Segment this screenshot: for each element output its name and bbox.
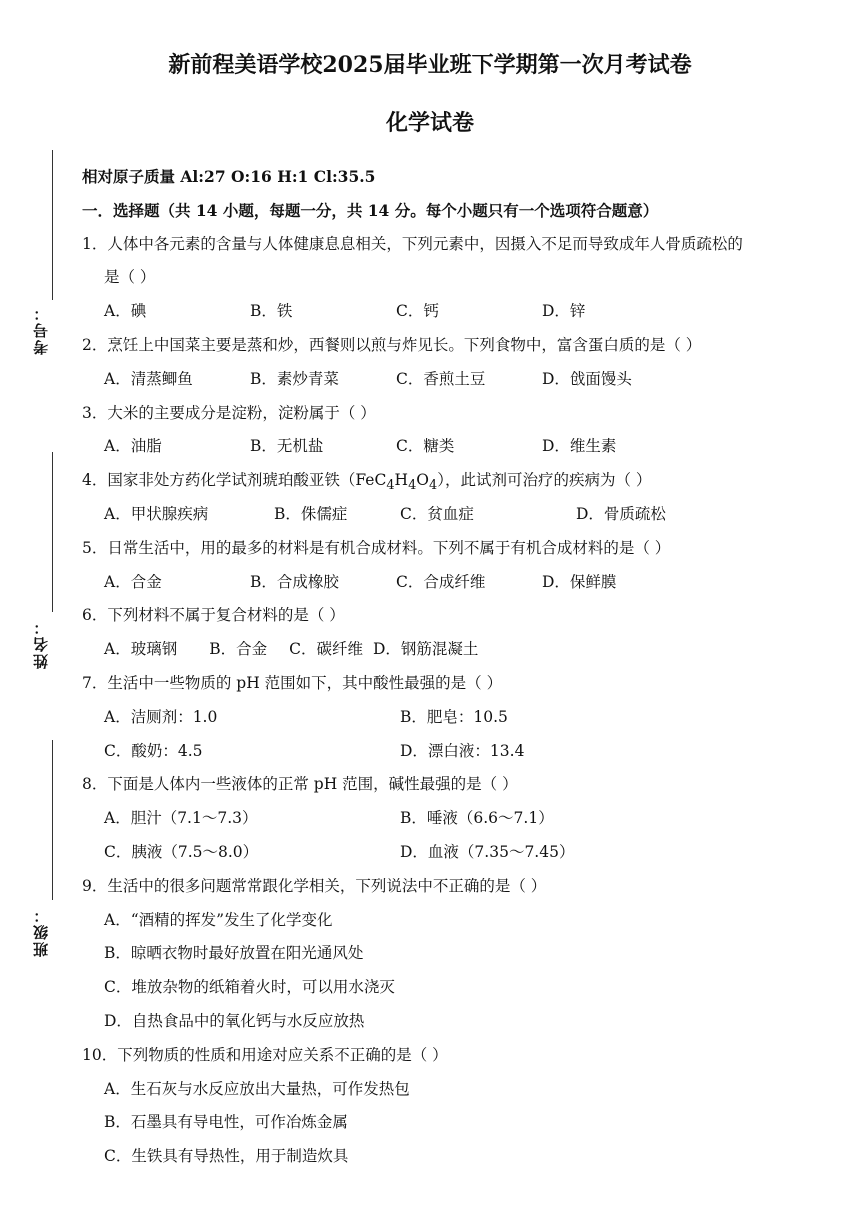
option-b[interactable]: B．无机盐 [250, 437, 324, 456]
option-b[interactable]: B．合成橡胶 [250, 572, 339, 591]
option-b[interactable]: B．石墨具有导电性，可作冶炼金属 [104, 1113, 348, 1132]
option-b[interactable]: B．侏儒症 [274, 504, 348, 523]
option-a[interactable]: A．胆汁（7.1～7.3） [104, 809, 258, 828]
option-row [82, 566, 832, 600]
exam-number-label: 考号： [32, 304, 50, 355]
option-row [82, 498, 832, 532]
section-heading: 一．选择题（共 14 小题，每题一分，共 14 分。每个小题只有一个选项符合题意） [82, 200, 659, 220]
option-b[interactable]: B．肥皂：10.5 [400, 707, 508, 726]
question-stem-continued: 是（ ） [104, 268, 156, 287]
option-c[interactable]: C．胰液（7.5～8.0） [104, 842, 259, 861]
option-c[interactable]: C．合成纤维 [396, 572, 486, 591]
option-row [82, 836, 832, 870]
option-c[interactable]: C．贫血症 [400, 504, 474, 523]
binding-margin [0, 0, 80, 1216]
option-a[interactable]: A．“酒精的挥发”发生了化学变化 [104, 910, 333, 929]
binding-line [52, 150, 53, 300]
option-d[interactable]: D．自热食品中的氧化钙与水反应放热 [104, 1011, 365, 1030]
option-c[interactable]: C．钙 [396, 302, 439, 321]
option-row [82, 701, 832, 735]
option-c[interactable]: C．糖类 [396, 437, 455, 456]
option-a[interactable]: A．玻璃钢 [104, 640, 178, 659]
name-label: 姓名： [32, 618, 50, 669]
option-d[interactable]: D．漂白液：13.4 [400, 741, 525, 760]
question-stem: 9．生活中的很多问题常常跟化学相关，下列说法中不正确的是（ ） [82, 876, 547, 895]
binding-line [52, 740, 53, 900]
question-stem: 8．下面是人体内一些液体的正常 pH 范围，碱性最强的是（ ） [82, 775, 518, 794]
atomic-masses: 相对原子质量 Al:27 O:16 H:1 Cl:35.5 [82, 167, 376, 186]
option-d[interactable]: D．钢筋混凝土 [372, 640, 479, 659]
question-list [82, 160, 832, 1174]
question-stem: 3．大米的主要成分是淀粉，淀粉属于（ ） [82, 403, 376, 422]
option-b[interactable]: B．唾液（6.6～7.1） [400, 809, 554, 828]
option-a[interactable]: A．清蒸鲫鱼 [104, 369, 193, 388]
question-stem: 4．国家非处方药化学试剂琥珀酸亚铁$(FeC_4H_4O_4)$，此试剂可治疗的疾病为（ ） [82, 471, 652, 494]
option-d[interactable]: D．血液（7.35～7.45） [400, 842, 575, 861]
option-d[interactable]: D．维生素 [542, 437, 617, 456]
option-a[interactable]: A．甲状腺疾病 [104, 504, 209, 523]
option-d[interactable]: D．戗面馒头 [542, 369, 632, 388]
option-a[interactable]: A．油脂 [104, 437, 162, 456]
option-row [82, 735, 832, 769]
option-d[interactable]: D．锌 [542, 302, 586, 321]
question-stem: 2．烹饪上中国菜主要是蒸和炒，西餐则以煎与炸见长。下列食物中，富含蛋白质的是（ ） [82, 335, 702, 354]
option-b[interactable]: B．铁 [250, 302, 293, 321]
option-b[interactable]: B．素炒青菜 [250, 369, 339, 388]
question-stem: 5．日常生活中，用的最多的材料是有机合成材料。下列不属于有机合成材料的是（ ） [82, 538, 671, 557]
binding-line [52, 452, 53, 612]
exam-subtitle: 化学试卷 [385, 110, 474, 136]
question-stem: 7．生活中一些物质的 pH 范围如下，其中酸性最强的是（ ） [82, 673, 503, 692]
option-row [82, 430, 832, 464]
option-d[interactable]: D．骨质疏松 [576, 504, 666, 523]
option-c[interactable]: C．香煎土豆 [396, 369, 486, 388]
question-stem: 10．下列物质的性质和用途对应关系不正确的是（ ） [82, 1045, 448, 1064]
option-a[interactable]: A．碘 [104, 302, 147, 321]
option-a[interactable]: A．生石灰与水反应放出大量热，可作发热包 [104, 1079, 410, 1098]
option-row [82, 363, 832, 397]
option-row [82, 802, 832, 836]
option-b[interactable]: B．合金 [209, 640, 268, 659]
exam-title: 新前程美语学校2025届毕业班下学期第一次月考试卷 [168, 52, 692, 78]
option-c[interactable]: C．碳纤维 [289, 640, 363, 659]
option-b[interactable]: B．晾晒衣物时最好放置在阳光通风处 [104, 944, 364, 963]
option-row [82, 633, 832, 667]
class-label: 班级： [32, 906, 50, 957]
option-c[interactable]: C．酸奶：4.5 [104, 741, 203, 760]
question-stem: 6．下列材料不属于复合材料的是（ ） [82, 606, 345, 625]
option-a[interactable]: A．合金 [104, 572, 162, 591]
option-a[interactable]: A．洁厕剂：1.0 [104, 707, 218, 726]
option-row [82, 295, 832, 329]
question-stem: 1．人体中各元素的含量与人体健康息息相关，下列元素中，因摄入不足而导致成年人骨质疏松的 [82, 234, 743, 253]
option-c[interactable]: C．生铁具有导热性，用于制造炊具 [104, 1147, 349, 1166]
option-d[interactable]: D．保鲜膜 [542, 572, 617, 591]
option-c[interactable]: C．堆放杂物的纸箱着火时，可以用水浇灭 [104, 978, 395, 997]
